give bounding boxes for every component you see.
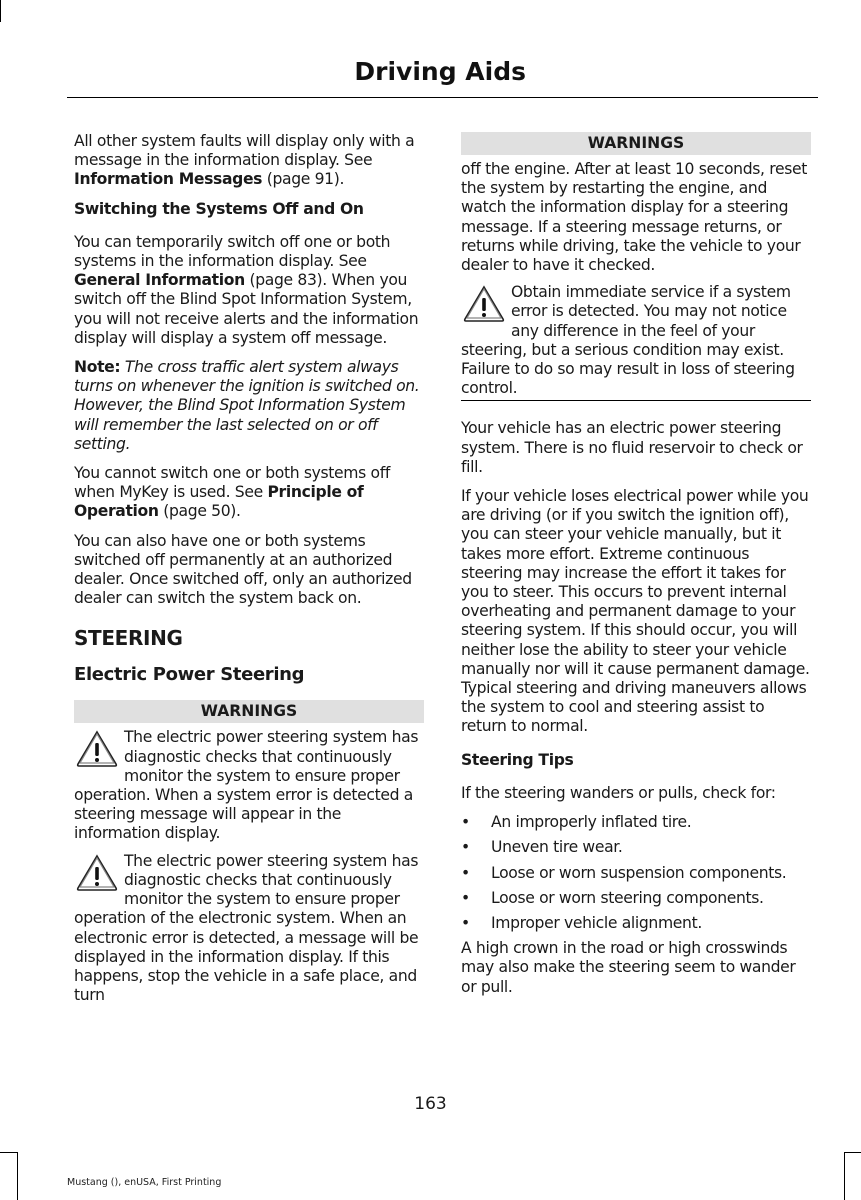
note-label: Note: bbox=[74, 358, 121, 377]
crop-mark-bottom-left-h bbox=[0, 1152, 18, 1153]
crop-mark-bottom-left bbox=[17, 1152, 18, 1200]
warning-triangle-icon bbox=[463, 285, 505, 323]
warning-item-1: The electric power steering system has diagnostic checks that continuously monitor the system to ensure proper operation. When a system error is detected a steering message will appear in the information display. bbox=[74, 728, 419, 843]
general-information-link[interactable]: General Information bbox=[74, 271, 245, 290]
steering-tips-heading: Steering Tips bbox=[461, 750, 574, 769]
warning-continued-text: off the engine. After at least 10 seconds, reset the system by restarting the engine, and watch the information display for a steering message. If a steering message returns, or returns while driving, take the vehicle to your dealer to have it checked. bbox=[461, 160, 807, 275]
crop-mark-bottom-right bbox=[844, 1152, 845, 1200]
steering-heading: STEERING bbox=[74, 626, 183, 651]
crop-mark-bottom-right-h bbox=[844, 1152, 861, 1153]
information-messages-link[interactable]: Information Messages bbox=[74, 170, 263, 189]
warnings-header-continued: WARNINGS bbox=[461, 132, 811, 155]
tips-intro: If the steering wanders or pulls, check for: bbox=[461, 783, 776, 802]
eps-system-paragraph: Your vehicle has an electric power steering system. There is no fluid reservoir to check or fill. bbox=[461, 419, 803, 476]
power-loss-paragraph: If your vehicle loses electrical power while you are driving (or if you switch the ignition off), you can steer your vehicle manually, but it takes more effort. Extreme continuous steering may increase the effort it takes for you to steer. This occurs to prevent internal overheating and permanent damage to your steering system. If this should occur, you will neither lose the ability to steer your vehicle manually nor will it cause permanent damage. Typical steering and driving maneuvers allows the system to cool and steering assist to return to normal. bbox=[461, 487, 810, 736]
warning-triangle-icon bbox=[76, 854, 118, 892]
print-info: Mustang (), enUSA, First Printing bbox=[67, 1177, 222, 1188]
mykey-paragraph: You cannot switch one or both systems off when MyKey is used. See Principle of Operation (page 50). bbox=[74, 464, 390, 521]
list-item: • Improper vehicle alignment. bbox=[461, 913, 702, 932]
right-column bbox=[461, 132, 811, 1007]
page-title: Driving Aids bbox=[354, 57, 526, 86]
note-paragraph: Note: The cross traffic alert system always turns on whenever the ignition is switched on. However, the Blind Spot Information System will remember the last selected on or off setting. bbox=[74, 358, 420, 453]
crosswind-paragraph: A high crown in the road or high crosswinds may also make the steering seem to wander or pull. bbox=[461, 939, 796, 996]
warnings-header: WARNINGS bbox=[74, 700, 424, 723]
faults-paragraph: All other system faults will display only with a message in the information display. See Information Messages (page 91). bbox=[74, 132, 415, 189]
list-item: • Loose or worn suspension components. bbox=[461, 863, 787, 882]
principle-of-operation-link[interactable]: Principle of Operation bbox=[74, 483, 364, 521]
switching-heading: Switching the Systems Off and On bbox=[74, 199, 364, 218]
crop-mark-top-left bbox=[0, 0, 1, 22]
electric-power-steering-heading: Electric Power Steering bbox=[74, 664, 305, 686]
list-item: • Uneven tire wear. bbox=[461, 838, 623, 857]
dealer-paragraph: You can also have one or both systems switched off permanently at an authorized dealer. Once switched off, only an authorized dealer can switch the system back on. bbox=[74, 531, 412, 608]
page-number: 163 bbox=[414, 1094, 447, 1114]
list-item: • Loose or worn steering components. bbox=[461, 888, 764, 907]
warning-item-2: The electric power steering system has diagnostic checks that continuously monitor the system to ensure proper operation of the electronic system. When an electronic error is detected, a message will be displayed in the information display. If this happens, stop the vehicle in a safe place, and turn bbox=[74, 851, 419, 1005]
left-column bbox=[74, 132, 424, 1013]
warning-item-3: Obtain immediate service if a system error is detected. You may not notice any difference in the feel of your steering, but a serious condition may exist. Failure to do so may result in loss of steering control. bbox=[461, 283, 811, 401]
tips-list bbox=[461, 813, 811, 933]
warning-triangle-icon bbox=[76, 730, 118, 768]
list-item: • An improperly inflated tire. bbox=[461, 813, 692, 832]
title-divider bbox=[67, 97, 818, 98]
switch-off-paragraph: You can temporarily switch off one or both systems in the information display. See General Information (page 83). When you switch off the Blind Spot Information System, you will not receive alerts and the information display will display a system off message. bbox=[74, 232, 419, 347]
